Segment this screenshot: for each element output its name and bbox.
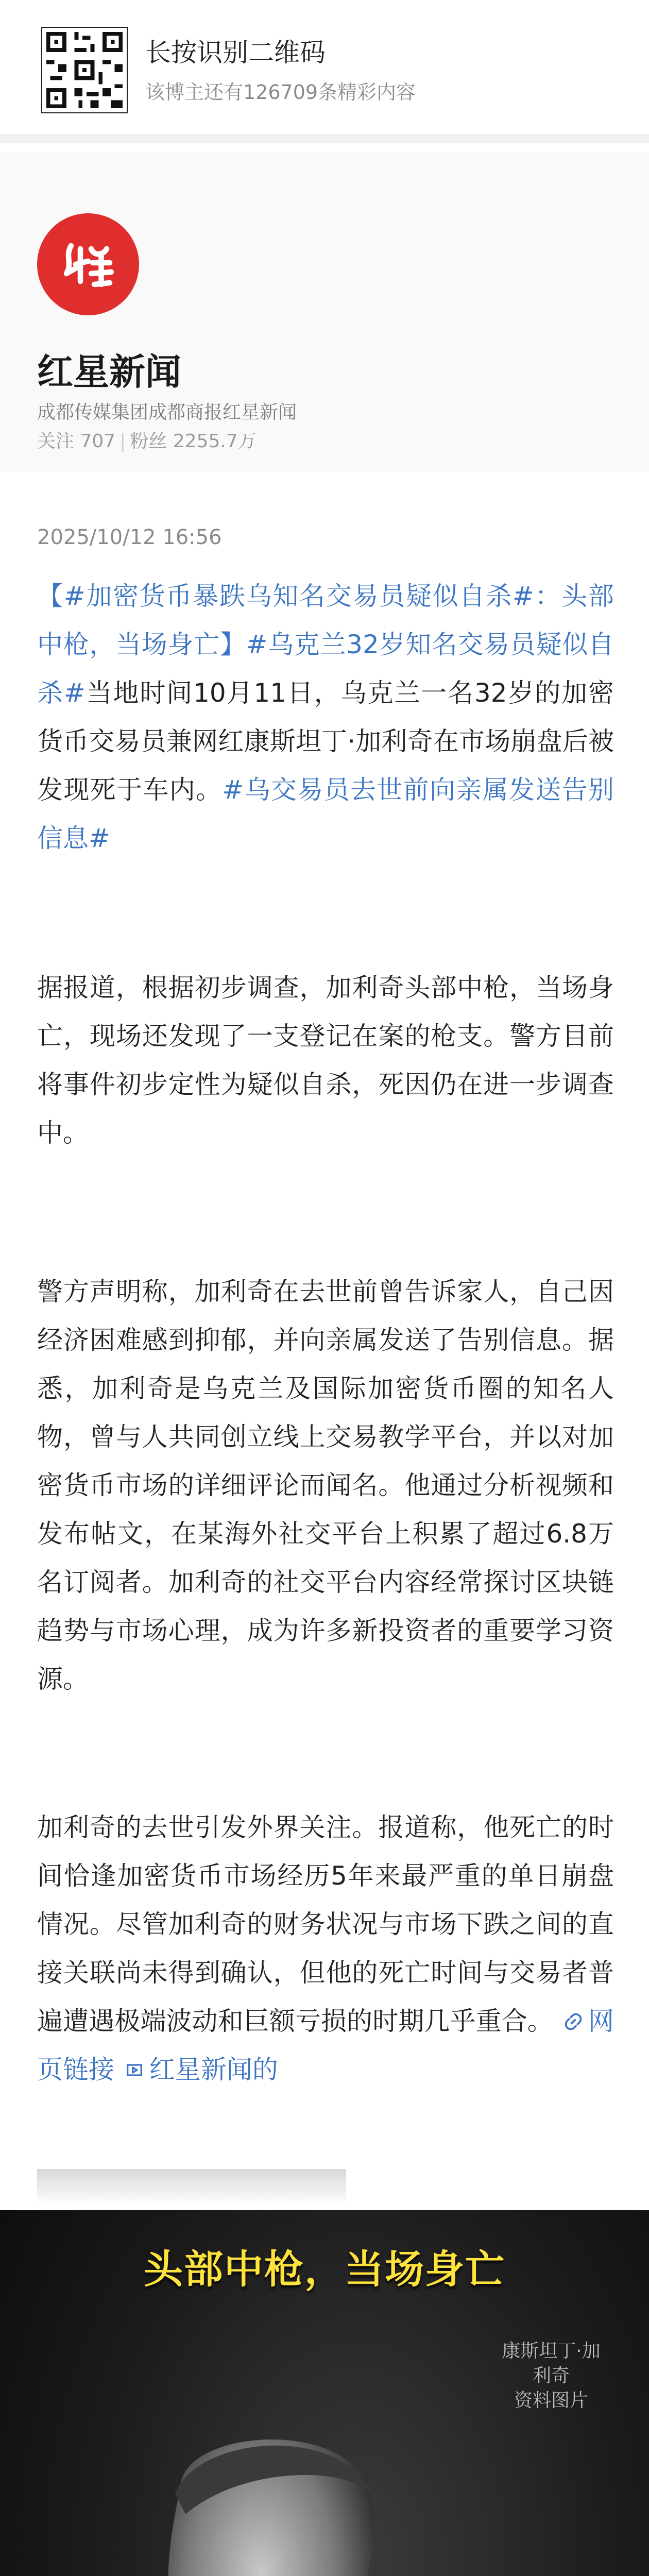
topic-tag[interactable]: #乌交易员去世前向亲属发送告别信息# (37, 775, 614, 853)
source-line: 康斯坦丁·加利奇 (502, 2341, 601, 2386)
topic-tag[interactable]: #乌克兰32岁知名交易员疑似自杀# (37, 630, 614, 708)
author-name[interactable]: 红星新闻 (37, 351, 181, 393)
banner-title: 长按识别二维码 (145, 38, 326, 67)
video-link[interactable] (123, 2055, 278, 2084)
video-link-label: 红星新闻的 (149, 2055, 278, 2084)
video-player[interactable] (0, 2210, 649, 2576)
video-source-label (494, 2339, 608, 2413)
video-headline: 头部中枪，当场身亡 (144, 2246, 505, 2292)
source-line: 资料图片 (514, 2390, 588, 2411)
paragraph-text: 加利奇的去世引发外界关注。报道称，他死亡的时间恰逢加密货币市场经历5年来最严重的单日崩盘情况。尽管加利奇的财务状况与市场下跌之间的直接关联尚未得到确认，但他的死亡时间与交易者普遍遭遇极端波动和巨额亏损的时期几乎重合。 (37, 1812, 614, 2036)
banner-subtitle: 该博主还有126709条精彩内容 (145, 81, 416, 104)
paragraph-text: 当地时间10月11日，乌克兰一名32岁的加密货币交易员兼网红康斯坦丁·加利奇在市场崩盘后被发现死于车内。 (37, 678, 614, 805)
topic-tag[interactable]: 【#加密货币暴跌乌知名交易员疑似自杀#：头部中枪，当场身亡】 (37, 581, 614, 659)
hongxing-logo-icon[interactable] (37, 213, 139, 315)
link-icon (561, 2011, 585, 2032)
author-description: 成都传媒集团成都商报红星新闻 (37, 402, 297, 423)
author-stats (37, 427, 257, 453)
author-header (0, 152, 649, 472)
text-fade (37, 2169, 346, 2205)
qr-code-icon[interactable] (41, 27, 128, 113)
post-paragraph-2: 据报道，根据初步调查，加利奇头部中枪，当场身亡，现场还发现了一支登记在案的枪支。警方目前将事件初步定性为疑似自杀，死因仍在进一步调查中。 (37, 973, 614, 1148)
web-link-label: 网页链接 (37, 2006, 614, 2084)
video-link-icon (123, 2060, 146, 2080)
post-paragraph-3: 警方声明称，加利奇在去世前曾告诉家人，自己因经济困难感到抑郁，并向亲属发送了告别信息。据悉，加利奇是乌克兰及国际加密货币圈的知名人物，曾与人共同创立线上交易教学平台，并以对加密货币市场的详细评论而闻名。他通过分析视频和发布帖文，在某海外社交平台上积累了超过6.8万名订阅者。加利奇的社交平台内容经常探讨区块链趋势与市场心理，成为许多新投资者的重要学习资源。 (37, 1277, 614, 1694)
top-qr-banner (0, 0, 649, 143)
person-silhouette (93, 2406, 453, 2576)
follow-count[interactable]: 关注 707 (37, 431, 116, 452)
post-time: 2025/10/12 16:56 (37, 526, 222, 549)
fans-count[interactable]: 粉丝 2255.7万 (130, 431, 257, 452)
stats-separator: | (119, 431, 126, 452)
post-paragraph-1 (37, 572, 614, 862)
post-paragraph-4 (37, 1803, 614, 2094)
